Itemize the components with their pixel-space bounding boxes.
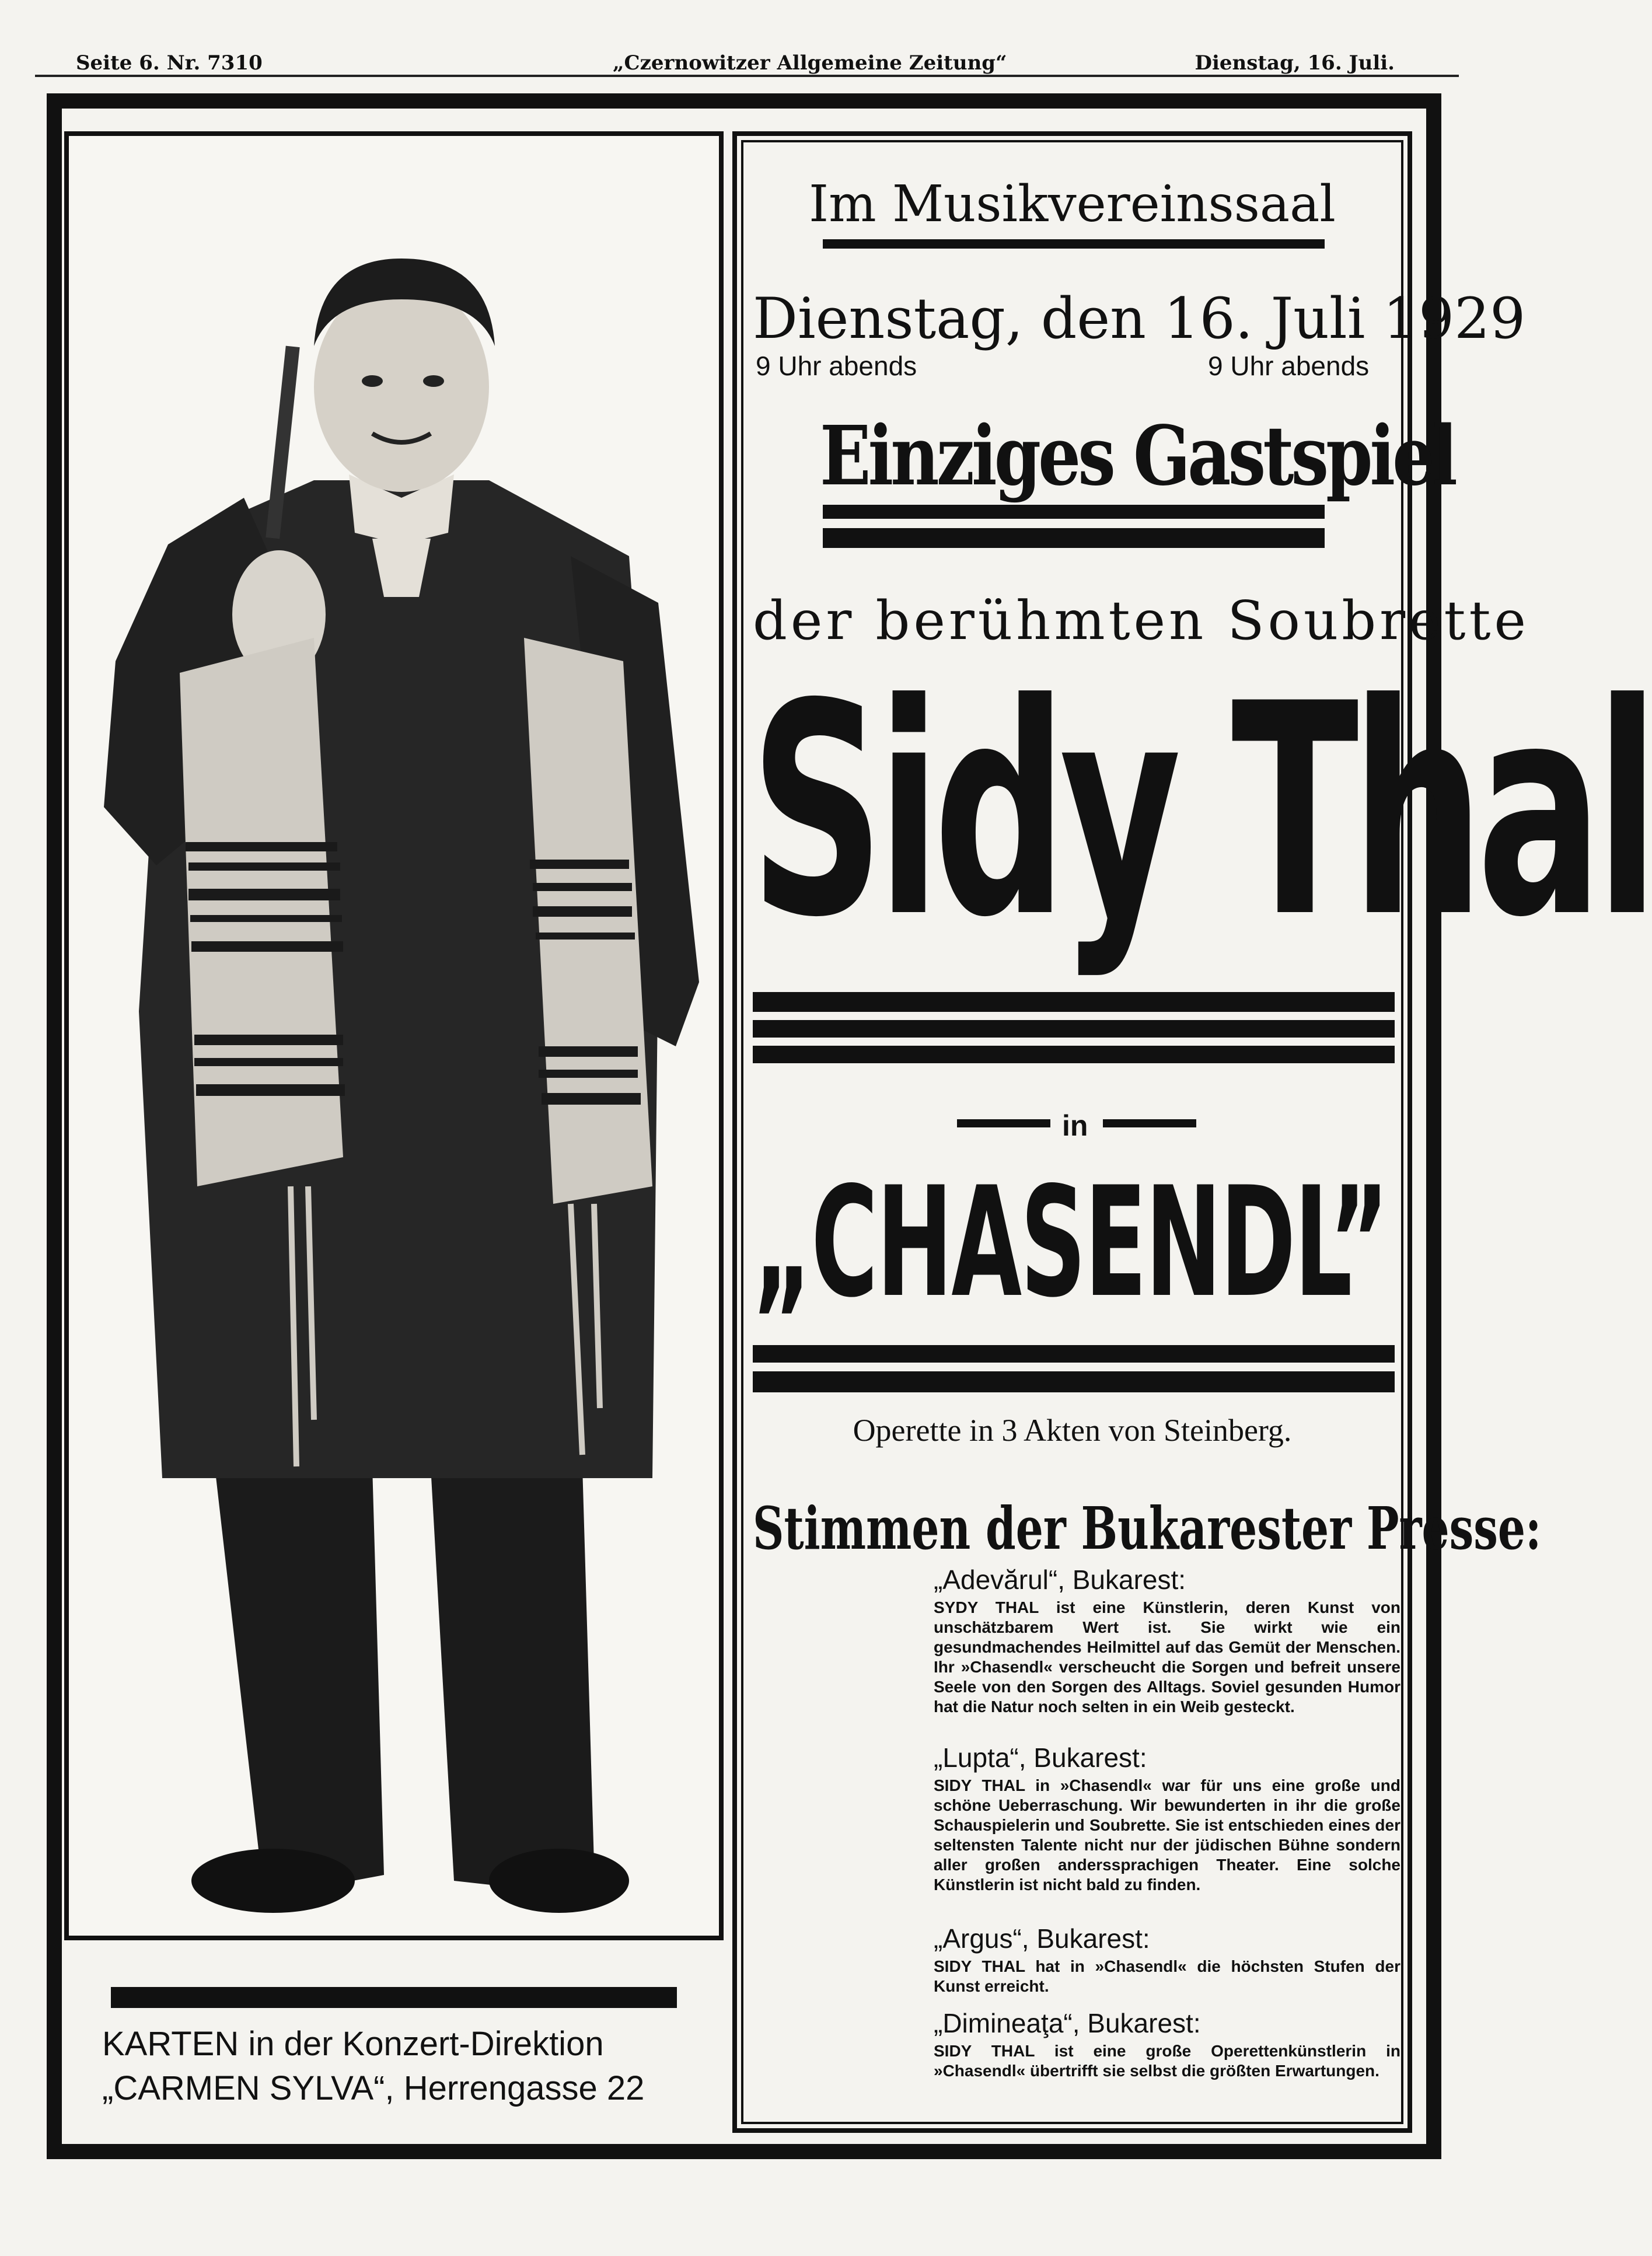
tickets-line-1: KARTEN in der Konzert-Direktion — [102, 2025, 604, 2063]
tickets-rule — [111, 1987, 677, 2008]
play-rule-1 — [753, 1345, 1395, 1363]
name-rule-3 — [753, 1046, 1395, 1063]
performer-figure — [69, 136, 719, 1936]
in-rule-left — [957, 1119, 1050, 1127]
header-rule — [35, 75, 1459, 77]
review-lupta — [934, 1742, 1400, 1895]
in-word: in — [1062, 1109, 1088, 1142]
tickets-line-2: „CARMEN SYLVA“, Herrengasse 22 — [102, 2069, 645, 2107]
performer-subtitle: der berühmten Soubrette — [753, 589, 1529, 652]
play-description: Operette in 3 Akten von Steinberg. — [853, 1413, 1292, 1448]
venue-heading: Im Musikvereinssaal — [809, 175, 1336, 233]
review-source: „Argus“, Bukarest: — [934, 1923, 1150, 1954]
issue-date: Dienstag, 16. Juli. — [1195, 51, 1395, 75]
event-date: Dienstag, den 16. Juli 1929 — [753, 286, 1526, 351]
name-rule-2 — [753, 1020, 1395, 1038]
time-left: 9 Uhr abends — [756, 351, 917, 381]
review-source: „Lupta“, Bukarest: — [934, 1742, 1147, 1773]
in-rule-right — [1103, 1119, 1196, 1127]
review-argus — [934, 1923, 1400, 1996]
review-text: SIDY THAL hat in »Chasendl« die höchsten Stufen der Kunst erreicht. — [934, 1957, 1400, 1995]
time-right: 9 Uhr abends — [1208, 351, 1370, 381]
name-rule-1 — [753, 992, 1395, 1012]
gastspiel-heading: Einziges Gastspiel — [820, 408, 1455, 504]
play-title: „CHASENDL” — [753, 1155, 1388, 1331]
review-source: „Adevărul“, Bukarest: — [934, 1564, 1186, 1595]
page-number: Seite 6. Nr. 7310 — [76, 51, 263, 75]
review-text: SYDY THAL ist eine Künstlerin, deren Kunst von unschätzbarem Wert ist. Sie wirkt wie ein gesundmachendes Heilmittel auf das Gemüt der Menschen. Ihr »Chasendl« verscheucht die Sorgen und befreit unsere Seele von den Sorgen des Alltags. Soviel gesunden Humor hat die Natur noch selten in ein Weib gesteckt. — [934, 1598, 1400, 1716]
performer-name: Sidy Thal — [750, 641, 1652, 981]
tickets-info — [102, 2022, 715, 2111]
newspaper-name: „Czernowitzer Allgemeine Zeitung“ — [613, 51, 1007, 75]
review-dimineata — [934, 2007, 1400, 2081]
review-text: SIDY THAL in »Chasendl« war für uns eine große und schöne Ueberraschung. Wir bewunderten in ihr die große Schauspielerin und Soubrette. Sie ist entschieden eines der seltensten Talente nicht nur der jüdischen Bühne sondern aller großen anderssprachigen Theater. Eine solche Künstlerin ist nicht bald zu finden. — [934, 1776, 1400, 1894]
review-text: SIDY THAL ist eine große Operettenkünstlerin in »Chasendl« übertrifft sie selbst die größten Erwartungen. — [934, 2042, 1400, 2080]
play-rule-2 — [753, 1371, 1395, 1392]
gastspiel-rule-1 — [823, 505, 1325, 519]
review-adevarul — [934, 1564, 1400, 1717]
gastspiel-rule-2 — [823, 528, 1325, 548]
venue-rule — [823, 239, 1325, 249]
review-source: „Dimineaţa“, Bukarest: — [934, 2008, 1201, 2038]
press-heading: Stimmen der Bukarester Presse: — [753, 1494, 1542, 1563]
performer-photo — [64, 131, 724, 1940]
